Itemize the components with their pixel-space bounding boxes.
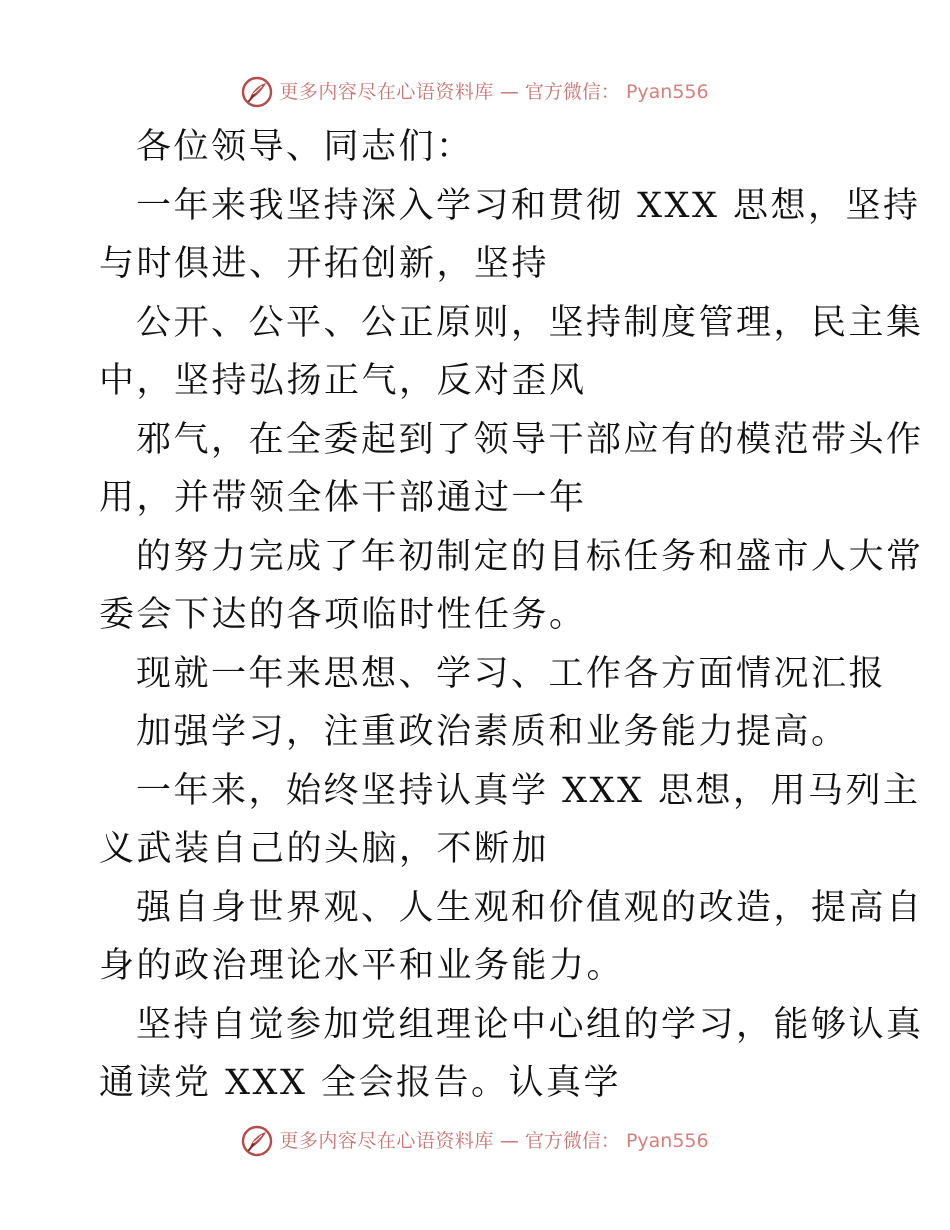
text-line: 各位领导、同志们：	[136, 127, 474, 167]
text-line: 中，坚持弘扬正气，反对歪风	[99, 361, 587, 401]
text-line: 加强学习，注重政治素质和业务能力提高。	[136, 712, 849, 752]
watermark-wechat-label: 官方微信：	[524, 80, 620, 103]
watermark-wechat-id: Pyan556	[625, 1129, 709, 1152]
watermark-text: 更多内容尽在心语资料库	[279, 1129, 494, 1152]
text-line: 的努力完成了年初制定的目标任务和盛市人大常	[136, 536, 924, 577]
watermark-dash: —	[499, 1129, 519, 1152]
text-line: 公开、公平、公正原则，坚持制度管理，民主集	[136, 302, 924, 343]
text-line: 与时俱进、开拓创新，坚持	[99, 244, 550, 284]
text-line: 邪气，在全委起到了领导干部应有的模范带头作	[136, 419, 924, 460]
text-line: 一年来我坚持深入学习和贯彻 XXX 思想，坚持	[136, 185, 921, 226]
text-line: 义武装自己的头脑，不断加	[99, 829, 550, 869]
text-line: 委会下达的各项临时性任务。	[99, 595, 587, 635]
text-line: 通读党 XXX 全会报告。认真学	[99, 1063, 622, 1103]
text-line: 强自身世界观、人生观和价值观的改造，提高自	[136, 887, 924, 928]
watermark-wechat-label: 官方微信：	[524, 1129, 620, 1152]
text-line: 身的政治理论水平和业务能力。	[99, 946, 625, 986]
text-line: 现就一年来思想、学习、工作各方面情况汇报	[136, 653, 887, 694]
watermark-text: 更多内容尽在心语资料库	[279, 80, 494, 103]
footer-watermark	[0, 1121, 950, 1161]
document-body	[99, 118, 924, 1113]
quill-pen-icon	[241, 1125, 273, 1157]
watermark-wechat-id: Pyan556	[625, 80, 709, 103]
quill-pen-icon	[241, 76, 273, 108]
text-line: 坚持自觉参加党组理论中心组的学习，能够认真	[136, 1004, 924, 1045]
watermark-dash: —	[499, 80, 519, 103]
text-line: 一年来，始终坚持认真学 XXX 思想，用马列主	[136, 770, 921, 811]
header-watermark	[0, 72, 950, 112]
text-line: 用，并带领全体干部通过一年	[99, 478, 587, 518]
